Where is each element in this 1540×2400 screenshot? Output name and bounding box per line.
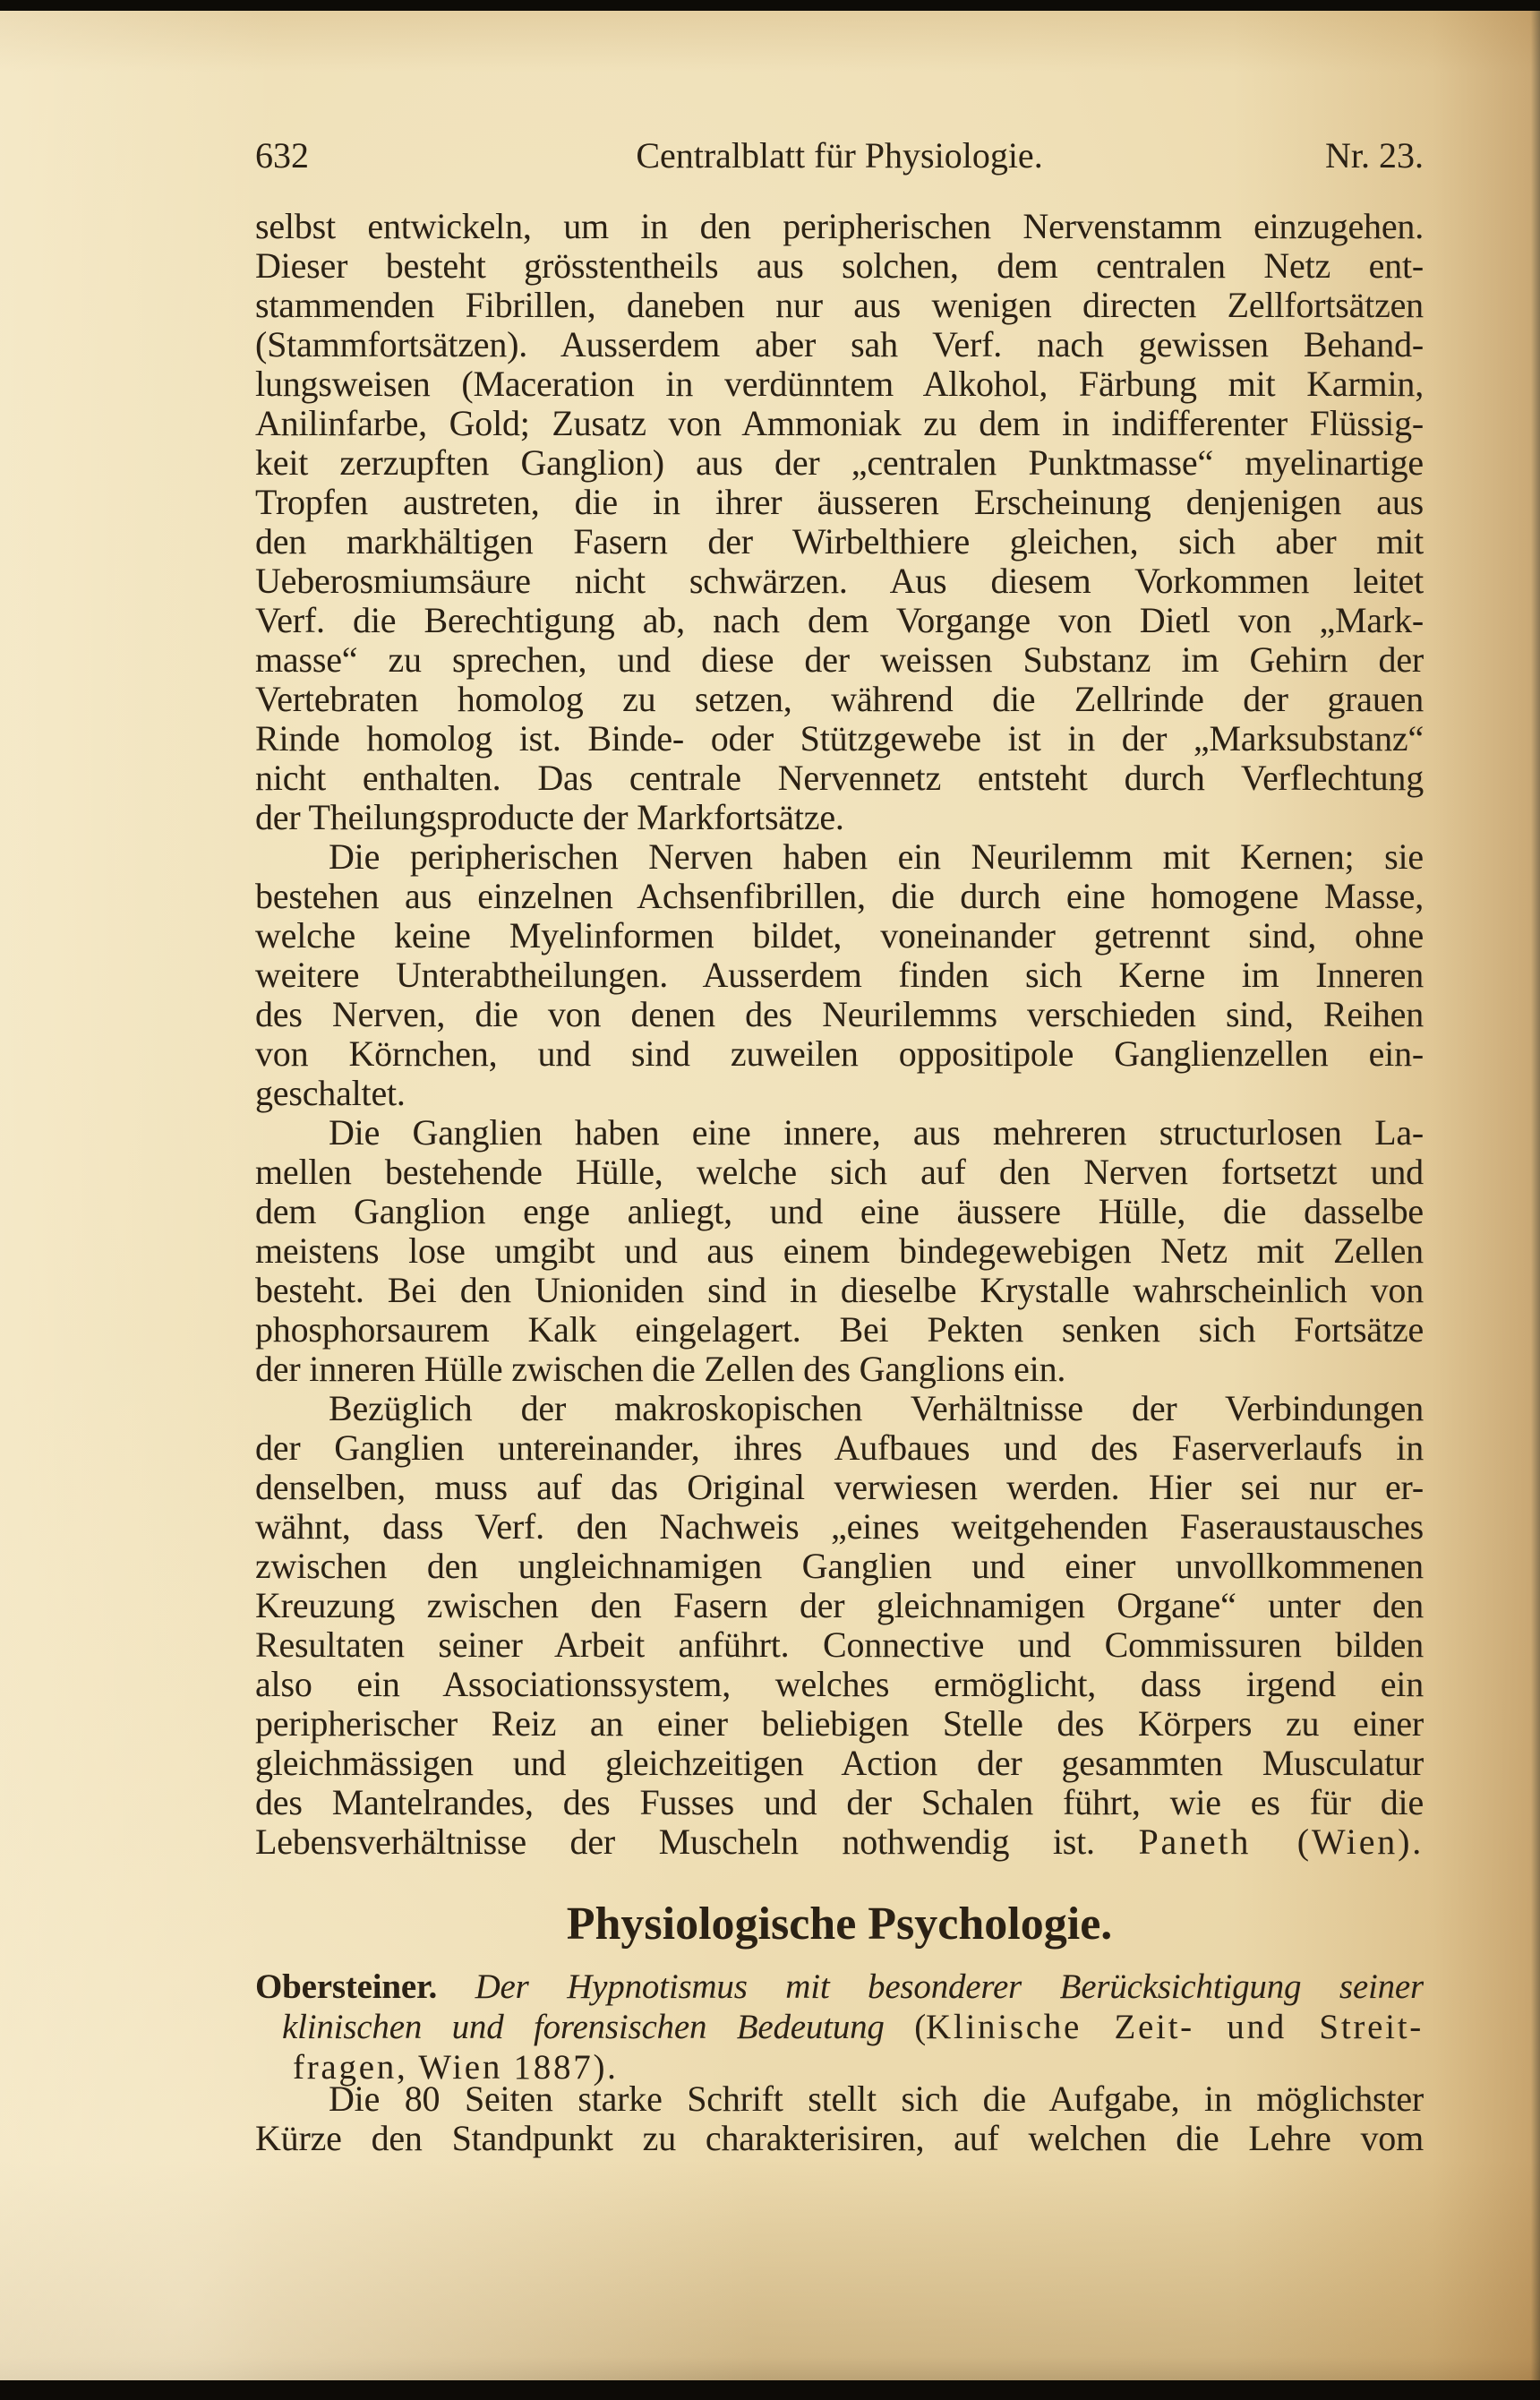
body-line: der Ganglien untereinander, ihres Aufbaues und des Faserverlaufs in <box>255 1428 1424 1468</box>
body-line: gleichmässigen und gleichzeitigen Action der gesammten Musculatur <box>255 1744 1424 1783</box>
issue-number: Nr. 23. <box>1325 135 1424 176</box>
reference-line <box>255 1967 1424 2007</box>
body-line: besteht. Bei den Unioniden sind in dieselbe Krystalle wahrscheinlich von <box>255 1271 1424 1310</box>
body-line: welche keine Myelinformen bildet, voneinander getrennt sind, ohne <box>255 916 1424 956</box>
body-line: Tropfen austreten, die in ihrer äusseren Erscheinung denjenigen aus <box>255 483 1424 522</box>
body-line: phosphorsaurem Kalk eingelagert. Bei Pekten senken sich Fortsätze <box>255 1310 1424 1350</box>
body-line: der inneren Hülle zwischen die Zellen des Ganglions ein. <box>255 1350 1066 1389</box>
body-line: Bezüglich der makroskopischen Verhältnisse der Verbindungen <box>329 1389 1424 1428</box>
body-line: bestehen aus einzelnen Achsenfibrillen, die durch eine homogene Masse, <box>255 877 1424 916</box>
body-line: Dieser besteht grösstentheils aus solchen, dem centralen Netz ent- <box>255 246 1424 286</box>
reference-segment: fragen, Wien 1887). <box>293 2048 619 2087</box>
body-line: (Stammfortsätzen). Ausserdem aber sah Verf. nach gewissen Behand- <box>255 325 1424 364</box>
section-heading: Physiologische Psychologie. <box>566 1899 1113 1950</box>
scan-edge-top <box>0 0 1540 11</box>
review-line: Die 80 Seiten starke Schrift stellt sich die Aufgabe, in möglichster <box>329 2079 1424 2119</box>
scan-edge-bottom <box>0 2380 1540 2400</box>
reference-entry <box>255 1967 1424 2087</box>
body-line: masse“ zu sprechen, und diese der weissen Substanz im Gehirn der <box>255 640 1424 680</box>
body-line: Verf. die Berechtigung ab, nach dem Vorgange von Dietl von „Mark- <box>255 601 1424 640</box>
body-line: des Mantelrandes, des Fusses und der Schalen führt, wie es für die <box>255 1783 1424 1822</box>
review-paragraph <box>255 2079 1424 2158</box>
page-header <box>255 134 1424 174</box>
body-line: Die Ganglien haben eine innere, aus mehreren structurlosen La- <box>329 1113 1424 1153</box>
reference-segment: klinischen und forensischen Bedeutung <box>282 2008 915 2046</box>
body-line: Ueberosmiumsäure nicht schwärzen. Aus diesem Vorkommen leitet <box>255 561 1424 601</box>
body-line: Kreuzung zwischen den Fasern der gleichnamigen Organe“ unter den <box>255 1586 1424 1625</box>
body-line: Vertebraten homolog zu setzen, während die Zellrinde der grauen <box>255 680 1424 719</box>
body-line: Anilinfarbe, Gold; Zusatz von Ammoniak zu dem in indifferenter Flüssig- <box>255 404 1424 443</box>
reference-line <box>255 2007 1424 2047</box>
body-line: des Nerven, die von denen des Neurilemms verschieden sind, Reihen <box>255 995 1424 1034</box>
journal-title: Centralblatt für Physiologie. <box>636 135 1043 176</box>
body-line: selbst entwickeln, um in den peripherischen Nervenstamm einzugehen. <box>255 207 1424 246</box>
body-line: von Körnchen, und sind zuweilen oppositipole Ganglienzellen ein- <box>255 1034 1424 1074</box>
body-line: wähnt, dass Verf. den Nachweis „eines weitgehenden Faseraustausches <box>255 1507 1424 1547</box>
body-line: geschaltet. <box>255 1074 406 1113</box>
body-line: der Theilungsproducte der Markfortsätze. <box>255 798 844 837</box>
reference-segment: Obersteiner. <box>255 1967 475 2006</box>
review-line: Kürze den Standpunkt zu charakterisiren, auf welchen die Lehre vom <box>255 2119 1424 2158</box>
body-line: dem Ganglion enge anliegt, und eine äussere Hülle, die dasselbe <box>255 1192 1424 1231</box>
page-number: 632 <box>255 135 309 176</box>
reference-segment: Klinische Zeit- und Streit- <box>926 2008 1424 2046</box>
body-line: meistens lose umgibt und aus einem bindegewebigen Netz mit Zellen <box>255 1231 1424 1271</box>
body-line-signature <box>255 1822 1424 1862</box>
body-line: also ein Associationssystem, welches ermöglicht, dass irgend ein <box>255 1665 1424 1704</box>
signature-text: Lebensverhältnisse der Muscheln nothwendig ist. <box>255 1822 1095 1862</box>
body-line: mellen bestehende Hülle, welche sich auf den Nerven fortsetzt und <box>255 1153 1424 1192</box>
body-line: weitere Unterabtheilungen. Ausserdem finden sich Kerne im Inneren <box>255 956 1424 995</box>
reference-segment: Der Hypnotismus mit besonderer Berücksichtigung seiner <box>475 1967 1424 2006</box>
body-line: denselben, muss auf das Original verwiesen werden. Hier sei nur er- <box>255 1468 1424 1507</box>
reference-segment: ( <box>914 2008 926 2046</box>
author-signature: Paneth (Wien). <box>1138 1822 1424 1862</box>
article-body <box>255 207 1424 1862</box>
body-line: Resultaten seiner Arbeit anführt. Connective und Commissuren bilden <box>255 1625 1424 1665</box>
body-line: lungsweisen (Maceration in verdünntem Alkohol, Färbung mit Karmin, <box>255 364 1424 404</box>
body-line: peripherischer Reiz an einer beliebigen Stelle des Körpers zu einer <box>255 1704 1424 1744</box>
body-line: nicht enthalten. Das centrale Nervennetz entsteht durch Verflechtung <box>255 759 1424 798</box>
body-line: keit zerzupften Ganglion) aus der „centralen Punktmasse“ myelinartige <box>255 443 1424 483</box>
body-line: zwischen den ungleichnamigen Ganglien und einer unvollkommenen <box>255 1547 1424 1586</box>
body-line: Die peripherischen Nerven haben ein Neurilemm mit Kernen; sie <box>329 837 1424 877</box>
body-line: den markhältigen Fasern der Wirbelthiere gleichen, sich aber mit <box>255 522 1424 561</box>
body-line: Rinde homolog ist. Binde- oder Stützgewebe ist in der „Marksubstanz“ <box>255 719 1424 759</box>
body-line: stammenden Fibrillen, daneben nur aus wenigen directen Zellfortsätzen <box>255 286 1424 325</box>
